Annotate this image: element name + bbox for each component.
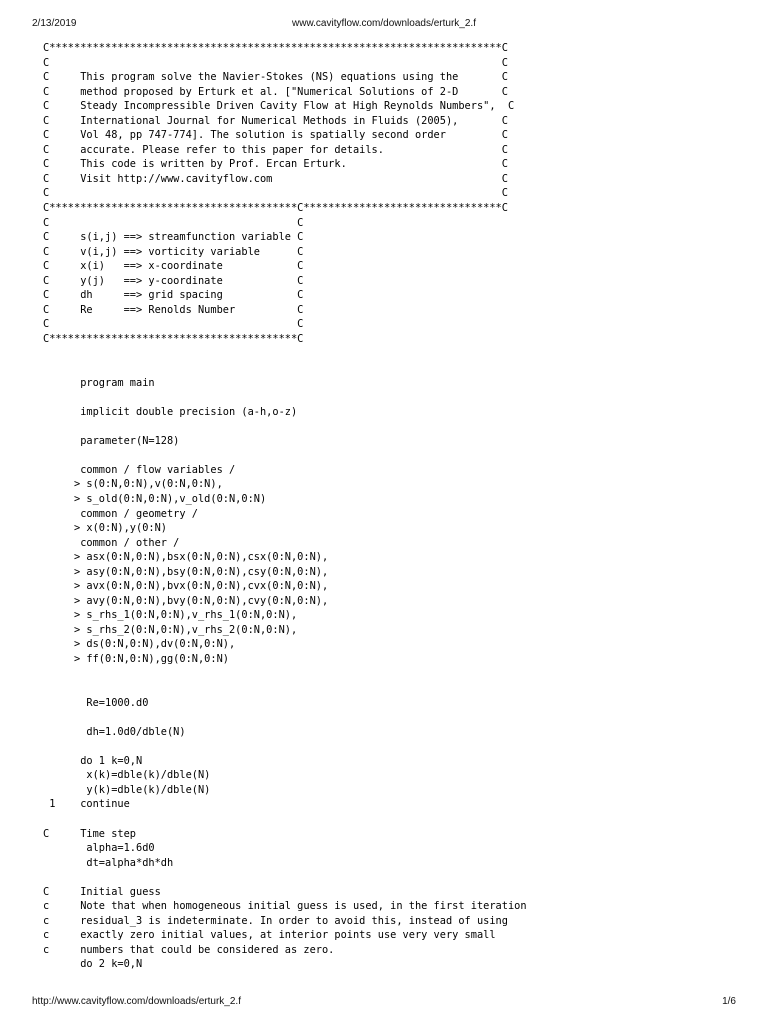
- code-line: c residual_3 is indeterminate. In order to avoid this, instead of using: [43, 914, 508, 927]
- code-line: C method proposed by Erturk et al. ["Numerical Solutions of 2-D C: [43, 85, 508, 98]
- code-line: common / geometry /: [43, 507, 198, 520]
- print-date: 2/13/2019: [32, 18, 77, 29]
- code-line: c numbers that could be considered as zero.: [43, 943, 335, 956]
- code-line: C C: [43, 187, 508, 200]
- code-line: C v(i,j) ==> vorticity variable C: [43, 245, 304, 258]
- code-line: > avy(0:N,0:N),bvy(0:N,0:N),cvy(0:N,0:N),: [43, 594, 329, 607]
- code-line: alpha=1.6d0: [43, 842, 155, 855]
- code-line: c Note that when homogeneous initial guess is used, in the first iteration: [43, 900, 527, 913]
- code-line: C****************************************C********************************C: [43, 202, 508, 215]
- code-line: Re=1000.d0: [43, 696, 149, 709]
- page-number: 1/6: [722, 996, 736, 1007]
- source-code-listing: [43, 41, 743, 972]
- code-line: > asx(0:N,0:N),bsx(0:N,0:N),csx(0:N,0:N),: [43, 551, 329, 564]
- code-line: C accurate. Please refer to this paper for details. C: [43, 143, 508, 156]
- code-line: program main: [43, 376, 155, 389]
- code-line: > s_old(0:N,0:N),v_old(0:N,0:N): [43, 492, 267, 505]
- code-line: C Vol 48, pp 747-774]. The solution is spatially second order C: [43, 129, 508, 142]
- code-line: C This program solve the Navier-Stokes (NS) equations using the C: [43, 71, 508, 84]
- code-line: > s_rhs_1(0:N,0:N),v_rhs_1(0:N,0:N),: [43, 609, 298, 622]
- code-line: > avx(0:N,0:N),bvx(0:N,0:N),cvx(0:N,0:N),: [43, 580, 329, 593]
- code-line: C C: [43, 216, 304, 229]
- code-line: C s(i,j) ==> streamfunction variable C: [43, 231, 304, 244]
- page-footer: [32, 996, 736, 1010]
- code-line: 1 continue: [43, 798, 130, 811]
- code-line: do 1 k=0,N: [43, 754, 143, 767]
- code-line: C Visit http://www.cavityflow.com C: [43, 172, 508, 185]
- code-line: do 2 k=0,N: [43, 958, 143, 971]
- header-url: www.cavityflow.com/downloads/erturk_2.f: [292, 18, 476, 29]
- code-line: common / flow variables /: [43, 463, 236, 476]
- code-line: C*************************************************************************C: [43, 42, 508, 54]
- code-line: C dh ==> grid spacing C: [43, 289, 304, 302]
- code-line: > asy(0:N,0:N),bsy(0:N,0:N),csy(0:N,0:N),: [43, 565, 329, 578]
- code-line: C C: [43, 318, 304, 331]
- code-line: x(k)=dble(k)/dble(N): [43, 769, 211, 782]
- code-line: y(k)=dble(k)/dble(N): [43, 783, 211, 796]
- code-line: C Initial guess: [43, 885, 161, 898]
- code-line: > ff(0:N,0:N),gg(0:N,0:N): [43, 652, 229, 665]
- code-line: > s(0:N,0:N),v(0:N,0:N),: [43, 478, 223, 491]
- code-line: C x(i) ==> x-coordinate C: [43, 260, 304, 273]
- code-line: C y(j) ==> y-coordinate C: [43, 274, 304, 287]
- code-line: > x(0:N),y(0:N): [43, 522, 167, 535]
- code-line: common / other /: [43, 536, 180, 549]
- page-header: [32, 18, 736, 32]
- code-line: C Steady Incompressible Driven Cavity Flow at High Reynolds Numbers", C: [43, 100, 515, 113]
- code-line: C****************************************C: [43, 332, 304, 345]
- code-line: > s_rhs_2(0:N,0:N),v_rhs_2(0:N,0:N),: [43, 623, 298, 636]
- code-line: parameter(N=128): [43, 434, 180, 447]
- code-line: dt=alpha*dh*dh: [43, 856, 174, 869]
- code-line: > ds(0:N,0:N),dv(0:N,0:N),: [43, 638, 236, 651]
- code-line: dh=1.0d0/dble(N): [43, 725, 186, 738]
- code-line: implicit double precision (a-h,o-z): [43, 405, 298, 418]
- code-line: C Time step: [43, 827, 136, 840]
- code-line: C International Journal for Numerical Methods in Fluids (2005), C: [43, 114, 508, 127]
- code-line: C C: [43, 56, 508, 69]
- code-line: C Re ==> Renolds Number C: [43, 303, 304, 316]
- code-line: c exactly zero initial values, at interior points use very very small: [43, 929, 496, 942]
- code-line: C This code is written by Prof. Ercan Erturk. C: [43, 158, 508, 171]
- footer-url[interactable]: http://www.cavityflow.com/downloads/erturk_2.f: [32, 996, 241, 1007]
